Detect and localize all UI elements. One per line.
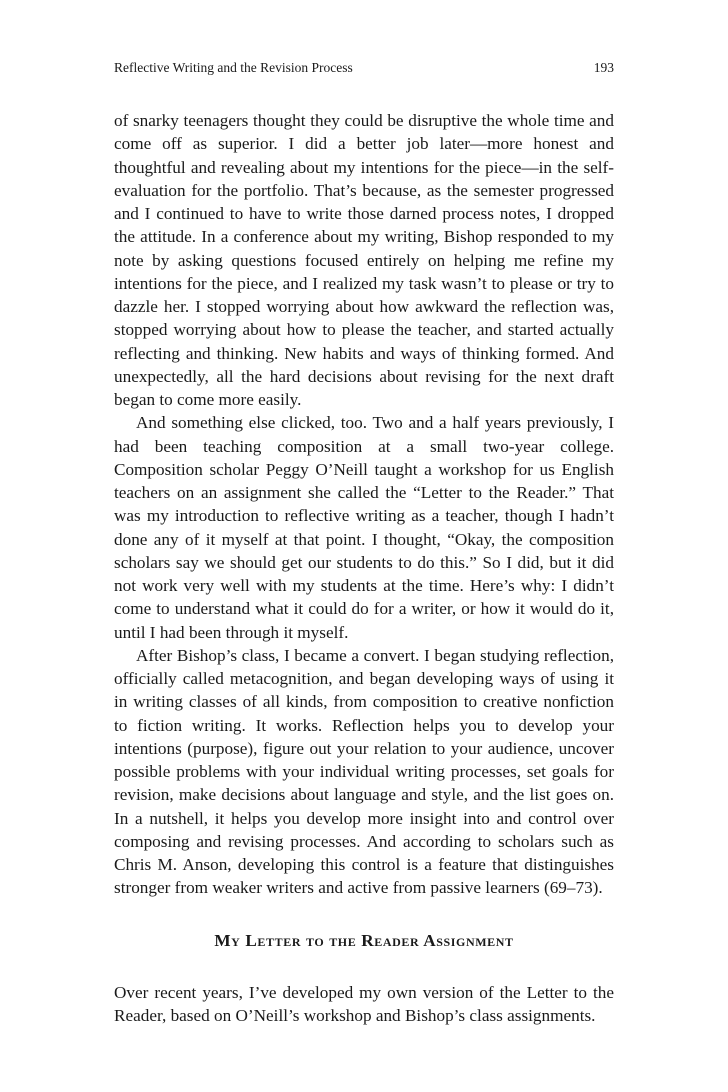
paragraph-continued: of snarky teenagers thought they could be disruptive the whole time and come off as superior. I did a better job later—more honest and thoughtful and revealing about my intentions for the piece—in the self-evaluation for the portfolio. That’s because, as the semester progressed and I continued to have to write those darned process notes, I dropped the attitude. In a conference about my writing, Bishop responded to my note by asking questions focused entirely on helping me refine my intentions for the piece, and I realized my task wasn’t to please or try to dazzle her. I stopped worrying about how awkward the reflection was, stopped worrying about how to please the teacher, and started actually reflecting and thinking. New habits and ways of thinking formed. And unexpectedly, all the hard decisions about revising for the next draft began to come more easily. — [114, 111, 614, 409]
page-number: 193 — [593, 60, 614, 75]
running-head — [114, 58, 614, 78]
section-heading: My Letter to the Reader Assignment — [214, 930, 514, 950]
paragraph-something-else-clicked: And something else clicked, too. Two and a half years previously, I had been teaching composition at a small two-year college. Composition scholar Peggy O’Neill taught a workshop for us English teachers on an assignment she called the “Letter to the Reader.” That was my introduction to reflective writing as a teacher, though I hadn’t done any of it myself at that point. I thought, “Okay, the composition scholars say we should get our students to do this.” So I did, but it did not work very well with my students at the time. Here’s why: I didn’t come to understand what it could do for a writer, or how it would do it, until I had been through it myself. — [114, 413, 614, 642]
body-text — [114, 109, 614, 1027]
running-head-title: Reflective Writing and the Revision Process — [114, 60, 353, 75]
paragraph-after-bishops-class: After Bishop’s class, I became a convert. I began studying reflection, officially called metacognition, and began developing ways of using it in writing classes of all kinds, from composition to creative nonfiction to fiction writing. It works. Reflection helps you to develop your intentions (purpose), figure out your relation to your audience, uncover possible problems with your individual writing processes, set goals for revision, make decisions about language and style, and the list goes on. In a nutshell, it helps you develop more insight into and control over composing and revising processes. And according to scholars such as Chris M. Anson, developing this control is a feature that distinguishes stronger from weaker writers and active from passive learners (69–73). — [114, 645, 614, 898]
book-page — [114, 0, 614, 1092]
paragraph-over-recent-years: Over recent years, I’ve developed my own version of the Letter to the Reader, based on O’Neill’s workshop and Bishop’s class assignments. — [114, 982, 614, 1025]
